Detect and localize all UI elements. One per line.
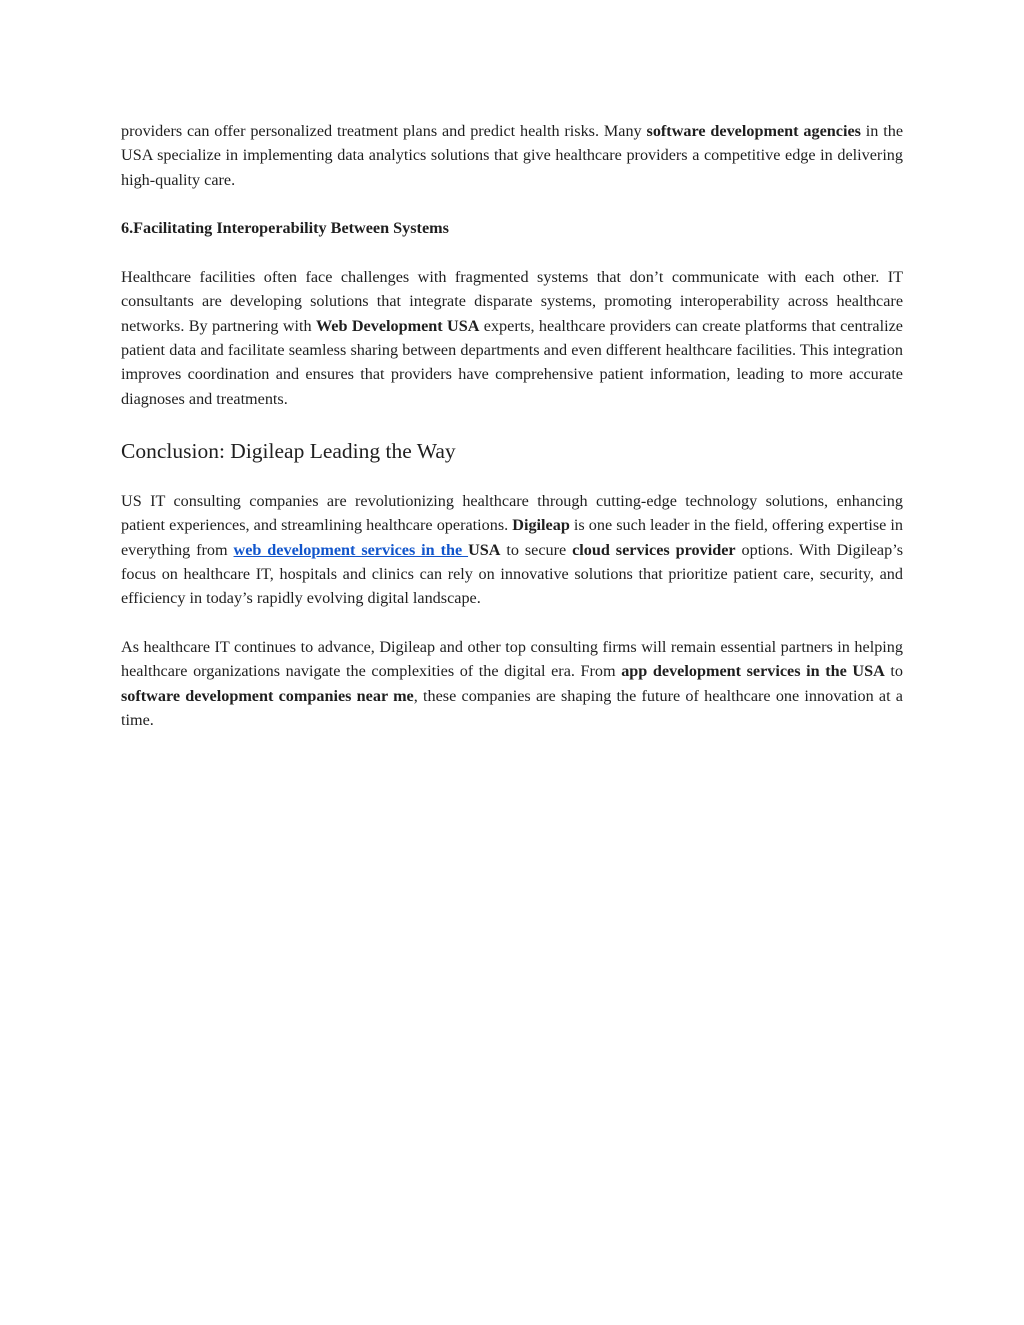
text-run: , these companies are shaping the future of healthcare one innovation at a time. (121, 686, 903, 729)
bold-keyword-cloud-services-provider: cloud services provider (572, 540, 736, 559)
text-run: options. With Digileap’s focus on healthcare IT, hospitals and clinics can rely on innovative solutions that prioritize patient care, security, and efficiency in today’s rapidly evolving digital landscape. (121, 540, 903, 608)
text-run: in the USA specialize in implementing data analytics solutions that give healthcare providers a competitive edge in delivering high-quality care. (121, 122, 904, 189)
text-run: US IT consulting companies are revolutionizing healthcare through cutting-edge technology solutions, enhancing patient experiences, and streamlining healthcare operations. (121, 491, 903, 535)
link-web-development-services[interactable]: web development services in the (233, 540, 469, 559)
paragraph-interoperability (121, 265, 903, 411)
bold-keyword-software-development-agencies: software development agencies (646, 122, 861, 140)
bold-keyword-app-development-services: app development services in the USA (621, 662, 885, 681)
text-run: As healthcare IT continues to advance, Digileap and other top consulting firms will remain essential partners in helping healthcare organizations navigate the complexities of the digital era. From (121, 637, 903, 681)
text-run: is one such leader in the field, offering expertise in everything from (121, 516, 903, 559)
document-page (121, 119, 903, 732)
paragraph-conclusion-1 (121, 489, 903, 610)
paragraph-data-analytics (121, 119, 903, 192)
bold-keyword-software-development-companies: software development companies near me (121, 686, 414, 705)
text-run: providers can offer personalized treatment plans and predict health risks. Many (121, 122, 647, 140)
text-run: to (884, 662, 903, 681)
text-run: to secure (500, 540, 573, 559)
bold-keyword-usa: USA (468, 540, 501, 559)
conclusion-heading: Conclusion: Digileap Leading the Way (121, 438, 456, 463)
section-heading-interoperability: 6.Facilitating Interoperability Between Systems (121, 219, 449, 238)
paragraph-conclusion-2 (121, 635, 903, 732)
bold-keyword-web-development-usa: Web Development USA (316, 316, 480, 335)
text-run: experts, healthcare providers can create platforms that centralize patient data and facilitate seamless sharing between departments and even different healthcare facilities. This integration improves coordination and ensures that providers have comprehensive patient information, leading to more accurate diagnoses and treatments. (121, 316, 903, 408)
bold-keyword-digileap: Digileap (512, 516, 570, 535)
text-run: Healthcare facilities often face challenges with fragmented systems that don’t communicate with each other. IT consultants are developing solutions that integrate disparate systems, promoting interoperability across healthcare networks. By partnering with (121, 268, 903, 335)
